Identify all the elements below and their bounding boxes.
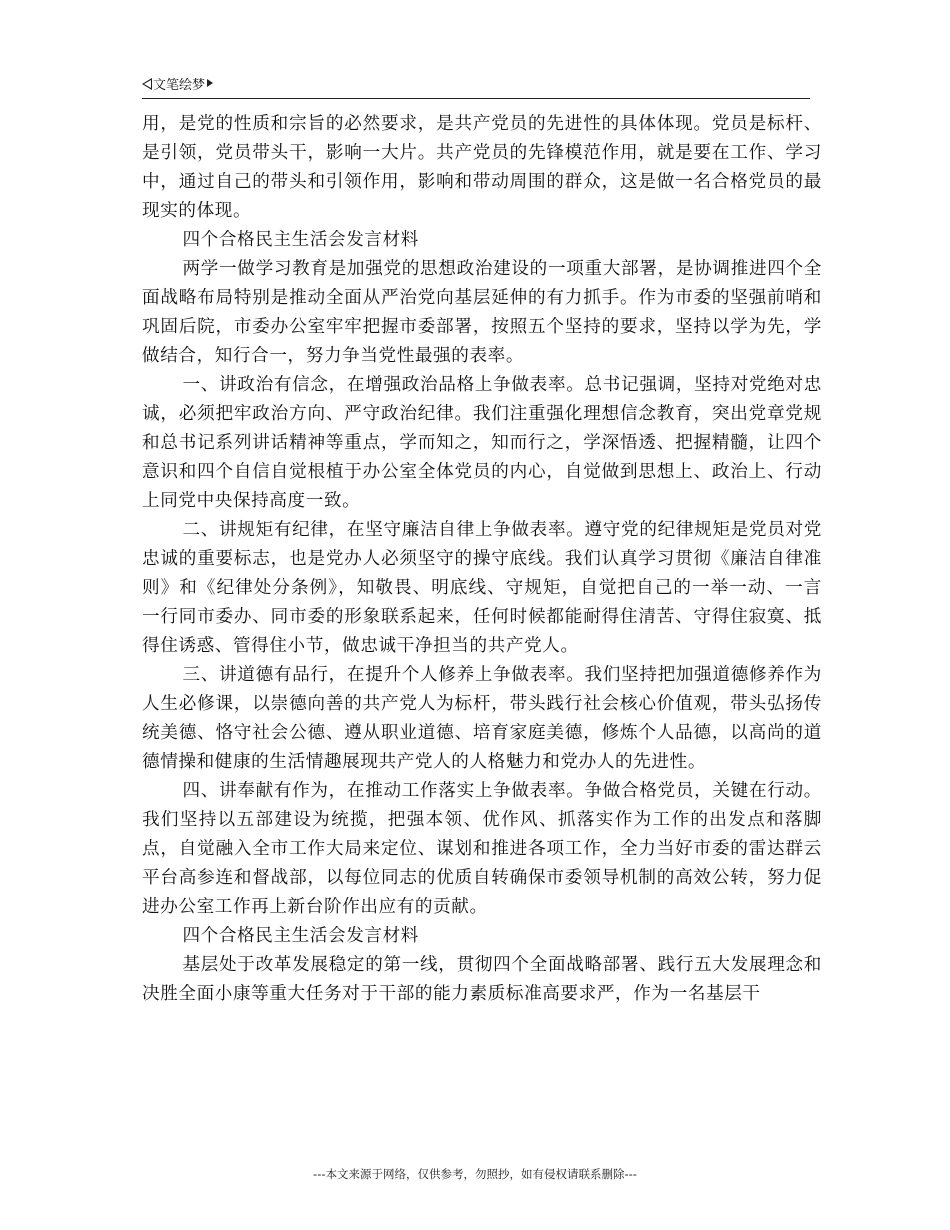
- paragraph-point-4: 四、讲奉献有作为，在推动工作落实上争做表率。争做合格党员，关键在行动。我们坚持以五部建设为统揽，把强本领、优作风、抓落实作为工作的出发点和落脚点，自觉融入全市工作大局来定位、谋划和推进各项工作，全力当好市委的雷达群云平台高参连和督战部，以每位同志的优质自转确保市委领导机制的高效公转，努力促进办公室工作再上新台阶作出应有的贡献。: [142, 781, 822, 917]
- paragraph-last: 基层处于改革发展稳定的第一线，贯彻四个全面战略部署、践行五大发展理念和决胜全面小康等重大任务对于干部的能力素质标准高要求严，作为一名基层干: [142, 955, 822, 1004]
- header-title: 文笔绘梦: [153, 78, 206, 93]
- page-header: [142, 76, 810, 99]
- document-body: [142, 110, 822, 1009]
- paragraph-1: 用，是党的性质和宗旨的必然要求，是共产党员的先进性的具体体现。党员是标杆、是引领，党员带头干，影响一大片。共产党员的先锋模范作用，就是要在工作、学习中，通过自己的带头和引领作用，影响和带动周围的群众，这是做一名合格党员的最现实的体现。: [142, 114, 822, 221]
- paragraph-point-1: 一、讲政治有信念，在增强政治品格上争做表率。总书记强调，坚持对党绝对忠诚，必须把牢政治方向、严守政治纪律。我们注重强化理想信念教育，突出党章党规和总书记系列讲话精神等重点，学而知之，知而行之，学深悟透、把握精髓，让四个意识和四个自信自觉根植于办公室全体党员的内心，自觉做到思想上、政治上、行动上同党中央保持高度一致。: [142, 375, 822, 511]
- section-heading-1: 四个合格民主生活会发言材料: [182, 230, 419, 250]
- left-triangle-icon: [142, 78, 152, 90]
- right-triangle-icon: [207, 79, 213, 87]
- section-heading-2: 四个合格民主生活会发言材料: [182, 926, 419, 946]
- page-footer: ---本文来源于网络，仅供参考，勿照抄，如有侵权请联系删除---: [313, 1167, 637, 1181]
- paragraph-point-3: 三、讲道德有品行，在提升个人修养上争做表率。我们坚持把加强道德修养作为人生必修课，以崇德向善的共产党人为标杆，带头践行社会核心价值观，带头弘扬传统美德、恪守社会公德、遵从职业道德、培育家庭美德，修炼个人品德，以高尚的道德情操和健康的生活情趣展现共产党人的人格魅力和党办人的先进性。: [142, 665, 822, 772]
- paragraph-intro: 两学一做学习教育是加强党的思想政治建设的一项重大部署，是协调推进四个全面战略布局特别是推动全面从严治党向基层延伸的有力抓手。作为市委的坚强前哨和巩固后院，市委办公室牢牢把握市委部署，按照五个坚持的要求，坚持以学为先，学做结合，知行合一，努力争当党性最强的表率。: [142, 259, 822, 366]
- paragraph-point-2: 二、讲规矩有纪律，在坚守廉洁自律上争做表率。遵守党的纪律规矩是党员对党忠诚的重要标志，也是党办人必须坚守的操守底线。我们认真学习贯彻《廉洁自律准则》和《纪律处分条例》，知敬畏、明底线、守规矩，自觉把自己的一举一动、一言一行同市委办、同市委的形象联系起来，任何时候都能耐得住清苦、守得住寂寞、抵得住诱惑、管得住小节，做忠诚干净担当的共产党人。: [142, 520, 822, 656]
